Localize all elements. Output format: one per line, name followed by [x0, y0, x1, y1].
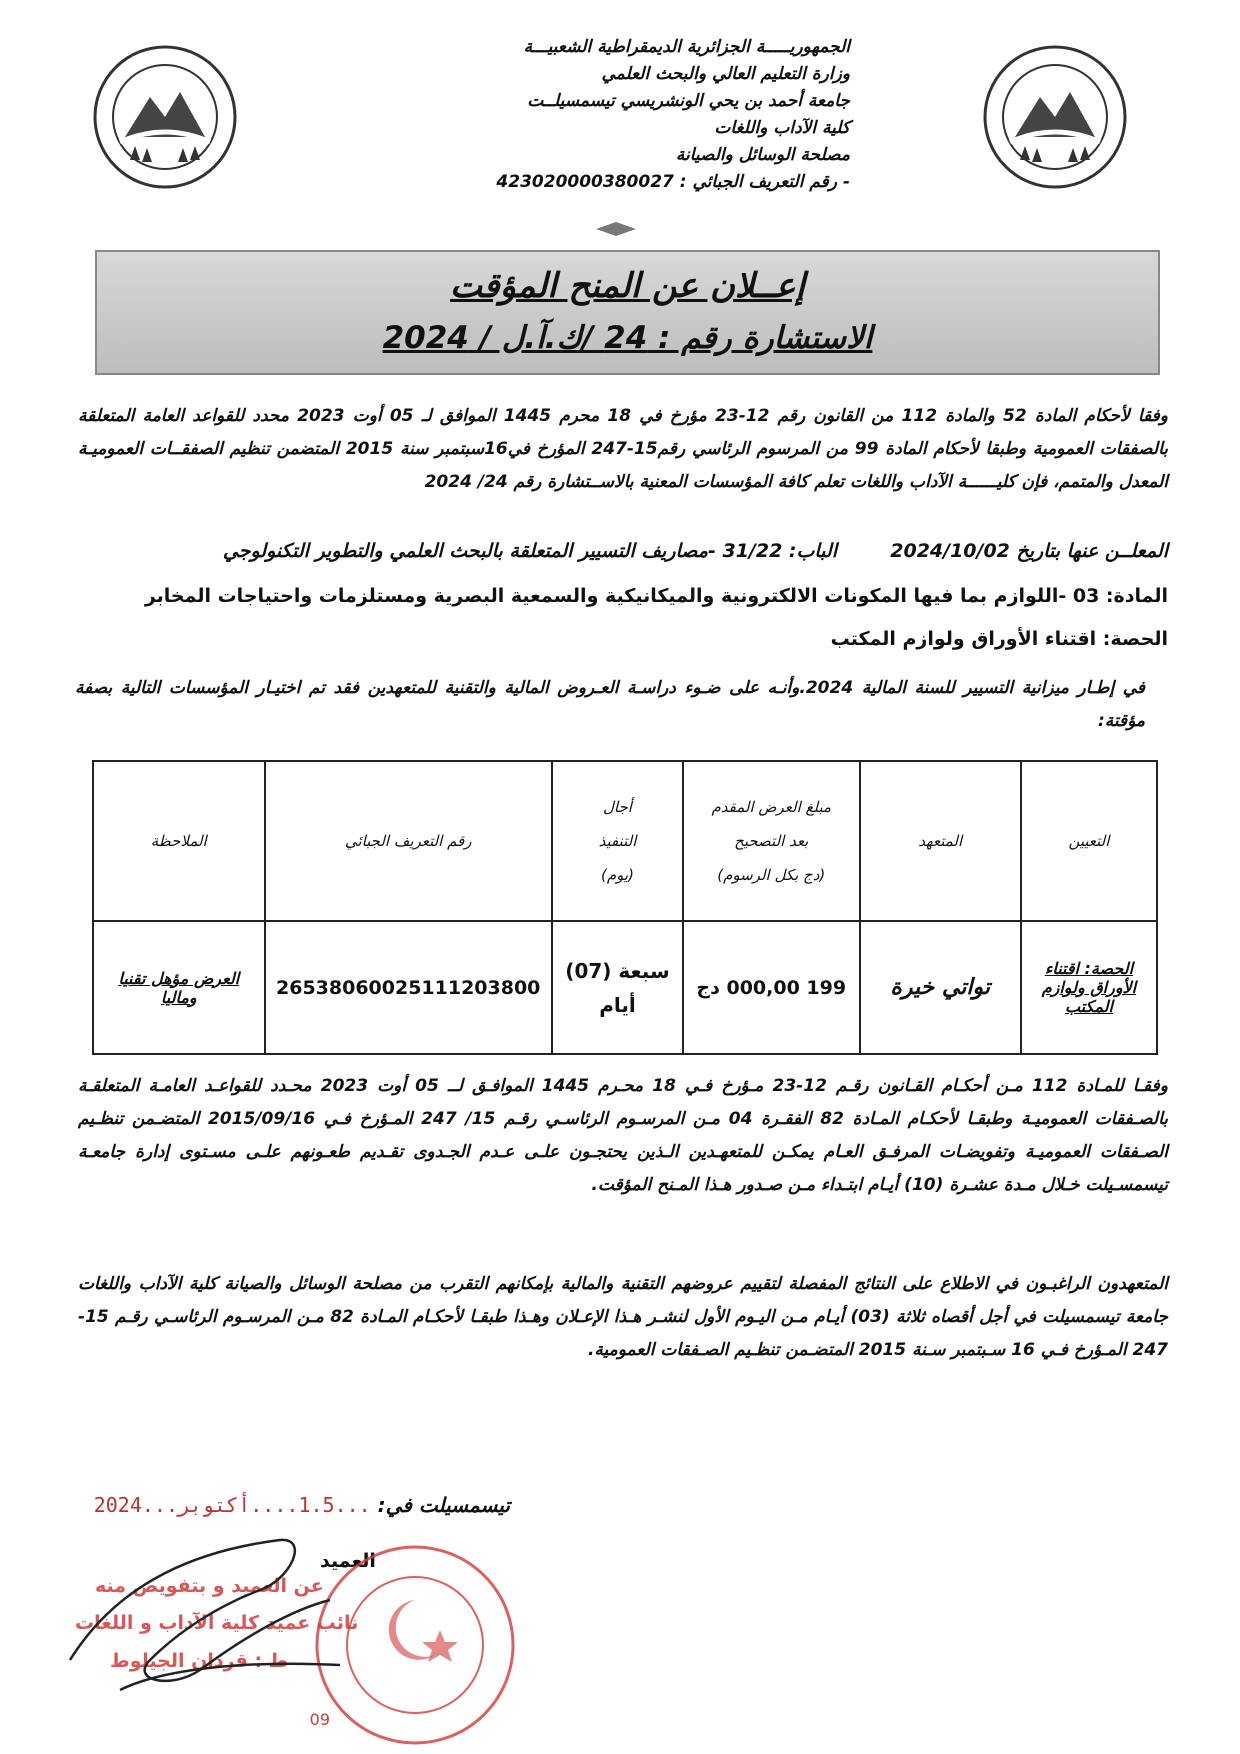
- cell-amount: 199 000,00 دج: [683, 921, 859, 1054]
- delegation-stamp-line: ط : قردان الجيلوط: [110, 1650, 289, 1672]
- table-header-row: [93, 761, 1157, 921]
- signature-place-date: [93, 1493, 510, 1517]
- announcement-line: [78, 540, 1168, 562]
- header-line-service: مصلحة الوسائل والصيانة: [675, 145, 850, 165]
- title-box: [95, 250, 1160, 375]
- delegation-stamp-line: نائب عميد كلية الآداب و اللغات: [75, 1612, 359, 1634]
- announcement-date: المعلــن عنها بتاريخ 2024/10/02: [890, 540, 1168, 562]
- header-amount-line: (دج بكل الرسوم): [717, 866, 826, 884]
- cell-delay-line: أيام: [599, 992, 636, 1017]
- handwritten-signature: [60, 1520, 360, 1720]
- lot-line: الحصة: اقتناء الأوراق ولوازم المكتب: [830, 628, 1168, 650]
- table-row: [93, 921, 1157, 1054]
- signature-date: ...1.5....أكتوبر...2024: [93, 1493, 371, 1517]
- provisional-award-table: [92, 760, 1158, 1055]
- header-amount: [683, 761, 859, 921]
- header-designation: التعيين: [1021, 761, 1157, 921]
- delegation-stamp-line: عن العميد و بتفويض منه: [95, 1575, 324, 1597]
- cell-delay: [552, 921, 683, 1054]
- cell-designation: الحصة: اقتناء الأوراق ولوازم المكتب: [1021, 921, 1157, 1054]
- budget-paragraph: في إطـار ميزانية التسيير للسنة المالية 2024.وأنـه على ضـوء دراسـة العـروض المالية والتقنية للمتعهدين فقد تم اختيـار المؤسسات التالية بصفة مؤقتة:: [75, 678, 1145, 731]
- letterhead: [330, 34, 850, 196]
- budget-chapter: الباب: 31/22 -مصاريف التسيير المتعلقة بالبحث العلمي والتطوير التكنولوجي: [222, 540, 837, 562]
- header-delay-line: أجال: [603, 798, 632, 816]
- stamp-number: 09: [309, 1710, 330, 1729]
- header-delay-line: (يوم): [601, 866, 634, 884]
- university-logo-right: [980, 42, 1130, 192]
- header-line-university: جامعة أحمد بن يحي الونشريسي تيسمسيلــت: [527, 91, 850, 111]
- ornament-divider: [596, 222, 636, 236]
- cell-bidder: تواتي خيرة: [860, 921, 1021, 1054]
- header-line-ministry: وزارة التعليم العالي والبحث العلمي: [601, 64, 850, 84]
- header-bidder: المتعهد: [860, 761, 1021, 921]
- header-delay: [552, 761, 683, 921]
- header-amount-line: مبلغ العرض المقدم: [711, 798, 832, 816]
- university-logo-left: [90, 42, 240, 192]
- header-tax-id: رقم التعريف الجبائي: [265, 761, 552, 921]
- appeal-paragraph: وفقـا للمـادة 112 مـن أحكـام القـانون رقـم 12-23 مـؤرخ فـي 18 محـرم 1445 الموافـق لــ 05 أوت 2023 محـدد للقواعـد العامـة المتعلقـة بالصـفقات العموميـة وطبقـا لأحكـام المـادة 82 الفقـرة 04 مـن المرسـوم الرئاسـي رقـم 15/ 247 المـؤرخ فـي 2015/09/16 المتضـمن تنظـيم الصـفقات العموميـة وتفويضـات المرفـق العـام يمكـن للمتعهـدين الـذين يحتجـون علـى عـدم الجـدوى تقـديم طعـونهم علـى مسـتوى إدارة جامعـة تيسمسـيلت خـلال مـدة عشـرة (10) أيـام ابتـداء مـن صـدور هـذا المـنح المؤقت.: [78, 1076, 1168, 1195]
- cell-remark: العرض مؤهل تقنيا وماليا: [93, 921, 265, 1054]
- header-line-faculty: كلية الآداب واللغات: [714, 118, 850, 138]
- header-amount-line: بعد التصحيح: [734, 832, 809, 850]
- results-paragraph: المتعهدون الراغبـون في الاطلاع على النتائج المفصلة لتقييم عروضهم التقنية والمالية بإمكانهم التقرب من مصلحة الوسائل والصيانة كلية الآداب واللغات جامعة تيسمسيلت في أجل أقصاه ثلاثة (03) أيـام مـن اليـوم الأول لنشـر هـذا الإعـلان وهـذا طبقـا لأحكـام المـادة 82 مـن المرسـوم الرئاسـي رقـم 15-247 المـؤرخ فـي 16 سـبتمبر سـنة 2015 المتضـمن تنظـيم الصـفقات العمومية.: [78, 1274, 1168, 1360]
- material-line: المادة: 03 -اللوازم بما فيها المكونات الالكترونية والميكانيكية والسمعية البصرية ومستلزمات واحتياجات المخابر: [144, 585, 1168, 607]
- header-delay-line: التنفيذ: [598, 832, 637, 850]
- signature-title: العميد: [320, 1550, 376, 1572]
- cell-delay-line: سبعة (07): [565, 958, 670, 983]
- intro-paragraph: وفقا لأحكام المادة 52 والمادة 112 من القانون رقم 12-23 مؤرخ في 18 محرم 1445 الموافق لـ 05 أوت 2023 محدد للقواعد العامة المتعلقة بالصفقات العمومية وطبقا لأحكام المادة 99 من المرسوم الرئاسي رقم15-247 المؤرخ في16سبتمبر سنة 2015 المتضمن تنظيم الصفقــات العموميـة المعدل والمتمم، فإن كليــــــة الآداب واللغات تعلم كافة المؤسسات المعنية بالاســتشارة رقم 24/ 2024: [78, 406, 1169, 492]
- document-title: إعــلان عن المنح المؤقت: [450, 266, 805, 306]
- cell-tax-id: 26538060025111203800: [265, 921, 552, 1054]
- header-line-republic: الجمهوريـــــة الجزائرية الديمقراطية الشعبيـــة: [523, 37, 850, 57]
- header-remark: الملاحظة: [93, 761, 265, 921]
- header-line-tax-id: - رقم التعريف الجبائي : 423020000380027: [496, 172, 850, 192]
- consultation-number: الاستشارة رقم : 24 /ك.آ.ل / 2024: [382, 320, 873, 356]
- signature-place: تيسمسيلت في:: [377, 1493, 510, 1517]
